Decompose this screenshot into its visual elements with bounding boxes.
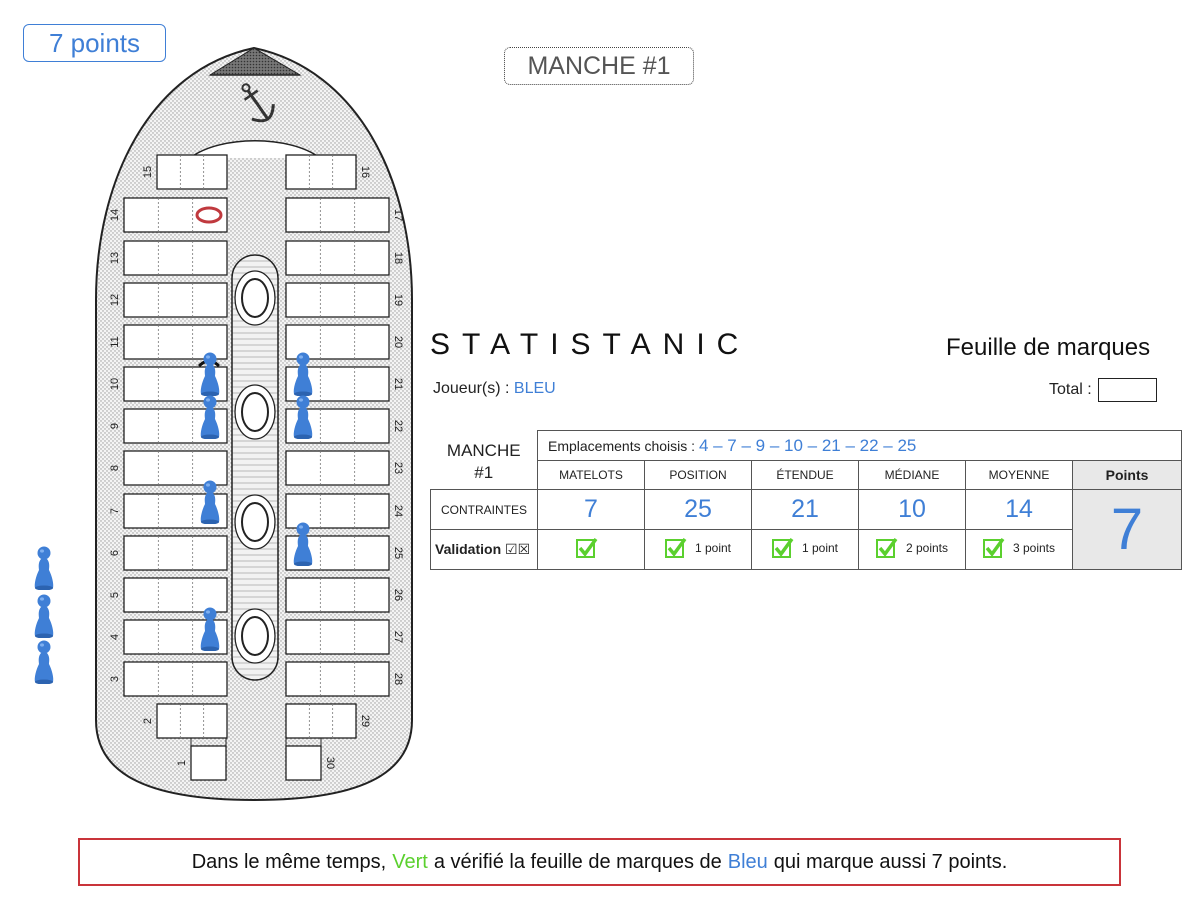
player-label: Joueur(s) : (433, 380, 510, 397)
check-icon (772, 537, 794, 559)
validation-position[interactable]: 1 point (645, 530, 752, 570)
cabin-number-27: 27 (392, 630, 405, 644)
cabin-number-1: 1 (175, 759, 188, 767)
constraint-matelots: 7 (538, 490, 645, 530)
cabin-number-20: 20 (392, 335, 405, 349)
col-header-etendue: ÉTENDUE (752, 461, 859, 490)
check-icon (665, 537, 687, 559)
points-badge: 7 points (23, 24, 166, 62)
round-badge: MANCHE #1 (504, 47, 694, 85)
cabin-number-16: 16 (359, 165, 372, 179)
cabin-number-22: 22 (392, 419, 405, 433)
footer-text-2: a vérifié la feuille de marques de (433, 850, 722, 873)
cabin-number-9: 9 (108, 422, 121, 430)
cabin-number-25: 25 (392, 546, 405, 560)
validation-etendue[interactable]: 1 point (752, 530, 859, 570)
total-row (1049, 378, 1157, 402)
cabin-number-18: 18 (392, 251, 405, 265)
footer-message (78, 838, 1121, 886)
constraint-position: 25 (645, 490, 752, 530)
constraint-mediane: 10 (859, 490, 966, 530)
sheet-subtitle: Feuille de marques (946, 334, 1151, 361)
cabin-6[interactable] (109, 536, 227, 570)
check-icon (576, 537, 598, 559)
cabin-17[interactable] (286, 198, 404, 232)
cabin-number-11: 11 (108, 336, 121, 348)
cabin-number-24: 24 (392, 504, 405, 518)
spare-pawn (35, 641, 54, 685)
cabin-number-15: 15 (141, 165, 154, 179)
player-row (433, 380, 556, 398)
cabins-left (109, 155, 227, 780)
cabin-number-30: 30 (324, 756, 337, 770)
cabin-number-10: 10 (108, 377, 121, 391)
cabin-number-2: 2 (141, 717, 154, 725)
validation-icons: ☑☒ (505, 541, 531, 557)
cabin-number-13: 13 (108, 251, 121, 265)
cabins-right (286, 155, 404, 780)
cabin-19[interactable] (286, 283, 404, 317)
footer-text-3: qui marque aussi 7 points. (773, 850, 1008, 873)
cabin-number-3: 3 (108, 675, 121, 683)
round-label-cell (431, 431, 538, 490)
cabin-number-14: 14 (108, 208, 121, 222)
cabin-number-6: 6 (108, 549, 121, 557)
game-title: STATISTANIC (430, 328, 751, 361)
cabin-number-7: 7 (108, 507, 121, 515)
cabin-number-12: 12 (108, 293, 121, 307)
cabin-number-4: 4 (108, 633, 121, 641)
round-label-line2: #1 (474, 462, 494, 482)
cabin-12[interactable] (109, 283, 227, 317)
footer-green-player: Vert (392, 850, 428, 873)
col-header-matelots: MATELOTS (538, 461, 645, 490)
cabin-number-17: 17 (392, 208, 405, 222)
spare-pawn (35, 547, 54, 591)
constraint-moyenne: 14 (966, 490, 1073, 530)
cabin-5[interactable] (109, 578, 227, 612)
cabin-number-23: 23 (392, 461, 405, 475)
col-header-mediane: MÉDIANE (859, 461, 966, 490)
cabin-number-26: 26 (392, 588, 405, 602)
ship-board (0, 40, 420, 810)
cabin-18[interactable] (286, 241, 404, 275)
check-icon (983, 537, 1005, 559)
cabin-28[interactable] (286, 662, 404, 696)
chosen-slots-label: Emplacements choisis : (548, 437, 696, 454)
validation-moyenne[interactable]: 3 points (966, 530, 1073, 570)
cabin-number-28: 28 (392, 672, 405, 686)
spare-pawn (35, 595, 54, 639)
validation-matelots[interactable] (538, 530, 645, 570)
col-header-moyenne: MOYENNE (966, 461, 1073, 490)
chosen-slots-cell (538, 431, 1182, 461)
total-label: Total : (1049, 381, 1092, 398)
score-sheet-table (430, 430, 1182, 570)
validation-mediane[interactable]: 2 points (859, 530, 966, 570)
round-points-total: 7 (1073, 490, 1182, 570)
player-name: BLEU (513, 380, 556, 397)
cabin-23[interactable] (286, 451, 404, 485)
check-icon (876, 537, 898, 559)
constraints-label: CONTRAINTES (431, 490, 538, 530)
round-label-line1: MANCHE (446, 440, 521, 460)
cabin-14[interactable] (109, 198, 227, 232)
cabin-13[interactable] (109, 241, 227, 275)
total-input-box[interactable] (1098, 378, 1157, 402)
col-header-position: POSITION (645, 461, 752, 490)
cabin-number-19: 19 (392, 293, 405, 307)
cabin-number-5: 5 (108, 591, 121, 599)
chosen-slots-values: 4 – 7 – 9 – 10 – 21 – 22 – 25 (698, 435, 917, 455)
cabin-number-8: 8 (108, 464, 121, 472)
constraint-etendue: 21 (752, 490, 859, 530)
cabin-3[interactable] (109, 662, 227, 696)
cabin-number-29: 29 (359, 714, 372, 728)
col-header-points: Points (1073, 461, 1182, 490)
footer-blue-player: Bleu (727, 850, 768, 873)
validation-label-cell (431, 530, 538, 570)
validation-label: Validation (435, 541, 502, 557)
footer-text-1: Dans le même temps, (191, 850, 387, 873)
cabin-26[interactable] (286, 578, 404, 612)
cabin-number-21: 21 (392, 377, 405, 391)
cabin-8[interactable] (109, 451, 227, 485)
cabin-27[interactable] (286, 620, 404, 654)
